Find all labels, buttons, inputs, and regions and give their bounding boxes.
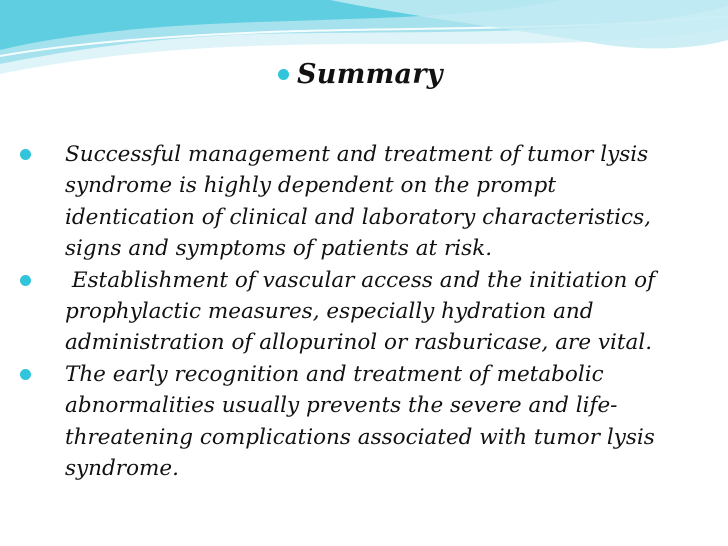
title-row [278, 56, 443, 92]
bullet-icon [20, 149, 31, 160]
title-bullet-icon [278, 69, 289, 80]
bullet-item [20, 139, 720, 265]
bullet-line: abnormalities usually prevents the severe and life- [65, 393, 618, 419]
bullet-line: Establishment of vascular access and the initiation of [65, 267, 656, 293]
bullet-line: identication of clinical and laboratory characteristics, [65, 204, 651, 230]
bullet-line: Successful management and treatment of tumor lysis [65, 142, 649, 167]
bullet-line: The early recognition and treatment of metabolic [65, 361, 604, 387]
bullet-icon [20, 369, 31, 380]
bullet-line: syndrome. [65, 456, 179, 482]
slide-title: Summary [297, 58, 443, 90]
bullet-line: threatening complications associated with tumor lysis [65, 424, 655, 450]
bullet-line: administration of allopurinol or rasburicase, are vital. [65, 330, 653, 356]
bullet-line: prophylactic measures, especially hydration and [65, 299, 594, 325]
bullet-icon [20, 275, 31, 286]
bullet-list [20, 139, 720, 484]
bullet-line: syndrome is highly dependent on the prompt [65, 173, 556, 199]
bullet-item [20, 359, 720, 485]
bullet-item [20, 265, 720, 359]
bullet-line: signs and symptoms of patients at risk. [65, 236, 493, 262]
